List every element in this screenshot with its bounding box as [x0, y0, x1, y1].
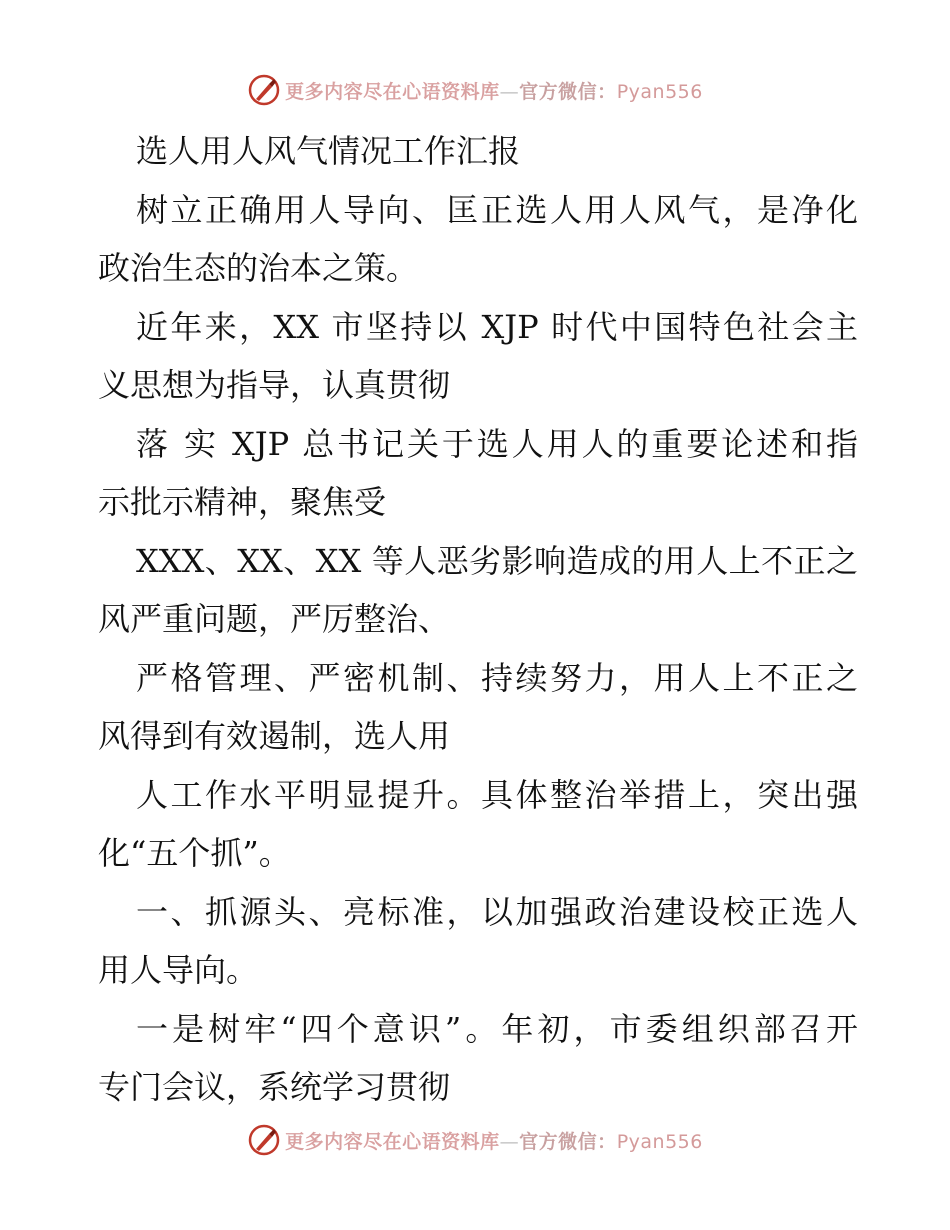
document-line: 人工作水平明显提升。具体整治举措上，突出强 — [136, 775, 858, 814]
document-line: 近年来，XX 市坚持以 XJP 时代中国特色社会主 — [136, 307, 858, 346]
header-slogan: 更多内容尽在心语资料库 — [285, 80, 500, 103]
footer-slogan: 更多内容尽在心语资料库 — [285, 1130, 500, 1153]
document-line: 义思想为指导，认真贯彻 — [98, 366, 451, 404]
document-line: XXX、XX、XX 等人恶劣影响造成的用人上不正之 — [136, 541, 858, 580]
header-wechat-label: 官方微信： — [519, 80, 617, 103]
document-line: 严格管理、严密机制、持续努力，用人上不正之 — [136, 658, 858, 697]
header-banner — [0, 70, 950, 110]
document-line: 化“五个抓”。 — [98, 834, 291, 872]
document-line: 用人导向。 — [98, 951, 259, 989]
document-line: 专门会议，系统学习贯彻 — [98, 1068, 451, 1106]
header-separator: — — [499, 80, 520, 103]
document-line: 一是树牢“四个意识”。年初，市委组织部召开 — [136, 1009, 858, 1048]
footer-banner — [0, 1120, 950, 1160]
document-line: 树立正确用人导向、匡正选人用人风气，是净化 — [136, 190, 858, 229]
document-body — [98, 122, 858, 1117]
document-line: 一、抓源头、亮标准，以加强政治建设校正选人 — [136, 892, 858, 931]
footer-banner-text — [285, 1127, 703, 1154]
document-line: 风严重问题，严厉整治、 — [98, 600, 451, 638]
pen-nib-logo-icon — [247, 73, 281, 107]
footer-separator: — — [499, 1130, 520, 1153]
document-line: 风得到有效遏制，选人用 — [98, 717, 451, 755]
footer-wechat-id: Pyan556 — [616, 1130, 703, 1153]
header-wechat-id: Pyan556 — [616, 80, 703, 103]
header-banner-text — [285, 77, 703, 104]
document-line: 示批示精神，聚焦受 — [98, 483, 387, 521]
document-line: 落 实 XJP 总书记关于选人用人的重要论述和指 — [136, 424, 858, 463]
pen-nib-logo-icon — [247, 1123, 281, 1157]
footer-wechat-label: 官方微信： — [519, 1130, 617, 1153]
document-line: 政治生态的治本之策。 — [98, 249, 419, 287]
document-line: 选人用人风气情况工作汇报 — [136, 132, 521, 170]
